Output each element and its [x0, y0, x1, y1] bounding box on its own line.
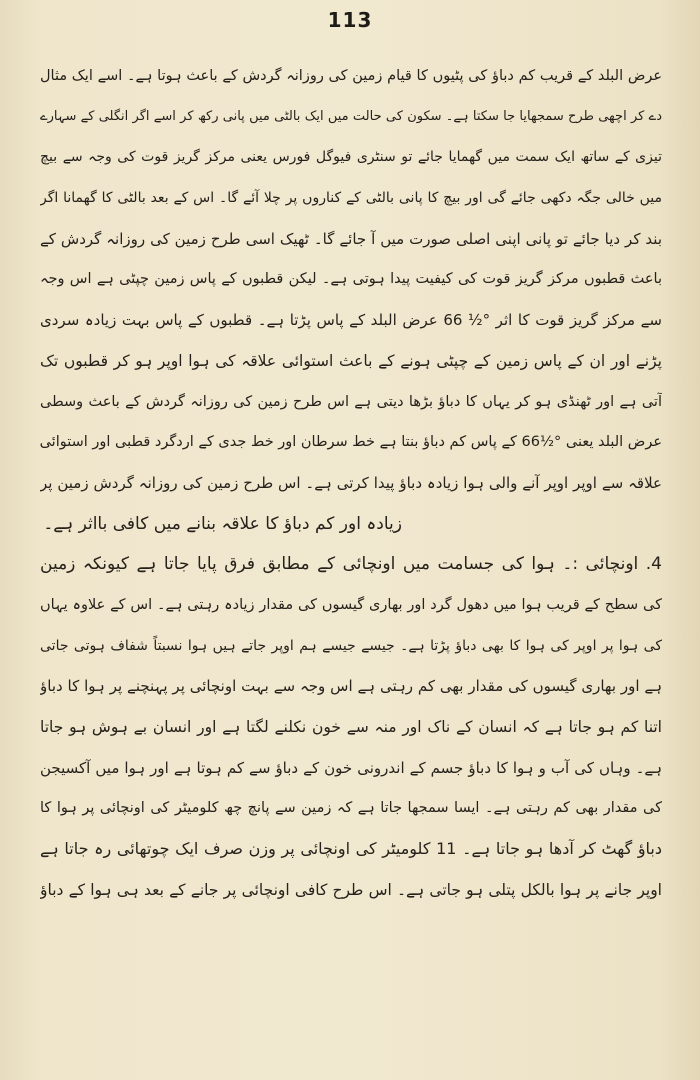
text-line: ہے۔ وہاں کی آب و ہوا کا دباؤ جسم کے اندرونی خون کے دباؤ سے کم ہوتا ہے اور ہوا میں آکسیجن — [40, 758, 662, 777]
text-line: بند کر دیا جائے تو پانی اپنی اصلی صورت میں آ جائے گا۔ ٹھیک اسی طرح زمین کی روزانہ گردش کے — [40, 229, 662, 248]
text-line: میں خالی جگہ دکھی جائے گی اور بیچ کا پانی بالٹی کے کناروں پر چلا آئے گا۔ اس کے بعد بالٹی کا گھمانا اگر — [40, 190, 662, 207]
text-line: ہے اور بھاری گیسوں کی مقدار بھی کم رہتی ہے اس وجہ سے بہت اونچائی پر پہنچنے پر ہوا کا دباؤ — [40, 677, 662, 696]
text-line: کی ہوا پر اوپر کی ہوا کا بھی دباؤ پڑتا ہے۔ جیسے جیسے ہم اوپر جاتے ہیں ہوا نسبتاً شفاف ہوتی جاتی — [40, 637, 662, 654]
urdu-body-text — [40, 56, 662, 910]
text-line: دے کر اچھی طرح سمجھایا جا سکتا ہے۔ سکون کی حالت میں ایک بالٹی میں پانی رکھ کر اسے اگر انگلی کے سہارے — [40, 108, 662, 124]
text-line: دباؤ گھٹ کر آدھا ہو جاتا ہے۔ 11 کلومیٹر کی اونچائی پر وزن صرف ایک چوتھائی رہ جاتا ہے — [40, 839, 662, 859]
text-line: کی مقدار بھی کم رہتی ہے۔ ایسا سمجھا جاتا ہے کہ زمین سے پانچ چھ کلومیٹر کی اونچائی پر ہوا کا — [40, 800, 662, 817]
section-heading-line: 4. اونچائی :۔ ہوا کی جسامت میں اونچائی کے مطابق فرق پایا جاتا ہے کیونکہ زمین — [40, 554, 662, 575]
text-line: زیادہ اور کم دباؤ کا علاقہ بنانے میں کافی بااثر ہے۔ — [43, 513, 402, 534]
text-line: عرض البلد یعنی °½66 کے پاس کم دباؤ بنتا ہے خط سرطان اور خط جدی کے اردگرد قطبی اور استوائی — [40, 434, 662, 451]
text-line: سے مرکز گریز قوت کا اثر °½ 66 عرض البلد کے پاس پڑتا ہے۔ قطبوں کے پاس بہت زیادہ سردی — [40, 311, 662, 330]
text-line: اتنا کم ہو جاتا ہے کہ انسان کے ناک اور منہ سے خون نکلنے لگتا ہے اور انسان بے ہوش ہو جاتا — [40, 718, 662, 736]
text-line: آتی ہے اور ٹھنڈی ہو کر یہاں کا دباؤ بڑھا دیتی ہے اس طرح زمین کی روزانہ گردش کے باعث وسطی — [40, 393, 662, 410]
page-number: 113 — [327, 8, 373, 32]
text-line: اوپر جانے پر ہوا بالکل پتلی ہو جاتی ہے۔ اس طرح کافی اونچائی پر جانے کے بعد ہی ہوا کے دباؤ — [40, 880, 662, 899]
text-line: پڑنے اور ان کے پاس زمین کے چپٹی ہونے کے باعث استوائی علاقہ کی ہوا اوپر ہو کر قطبوں تک — [40, 351, 662, 370]
text-line: عرض البلد کے قریب کم دباؤ کی پٹیوں کا قیام زمین کی روزانہ گردش کے باعث ہوتا ہے۔ اسے ایک مثال — [40, 68, 662, 84]
text-line: علاقہ سے اوپر اوپر آنے والی ہوا زیادہ دباؤ پیدا کرتی ہے۔ اس طرح زمین کی روزانہ گردش زمین پر — [40, 473, 662, 492]
text-line: باعث قطبوں مرکز گریز قوت کی کیفیت پیدا ہوتی ہے۔ لیکن قطبوں کے پاس زمین چپٹی ہے اس وجہ — [40, 271, 662, 288]
text-line: کی سطح کے قریب ہوا میں دھول گرد اور بھاری گیسوں کی مقدار زیادہ رہتی ہے۔ اس کے علاوہ یہاں — [40, 596, 662, 613]
text-line: تیزی کے ساتھ ایک سمت میں گھمایا جائے تو سنٹری فیوگل فورس یعنی مرکز گریز قوت کی وجہ سے بیچ — [40, 149, 662, 166]
